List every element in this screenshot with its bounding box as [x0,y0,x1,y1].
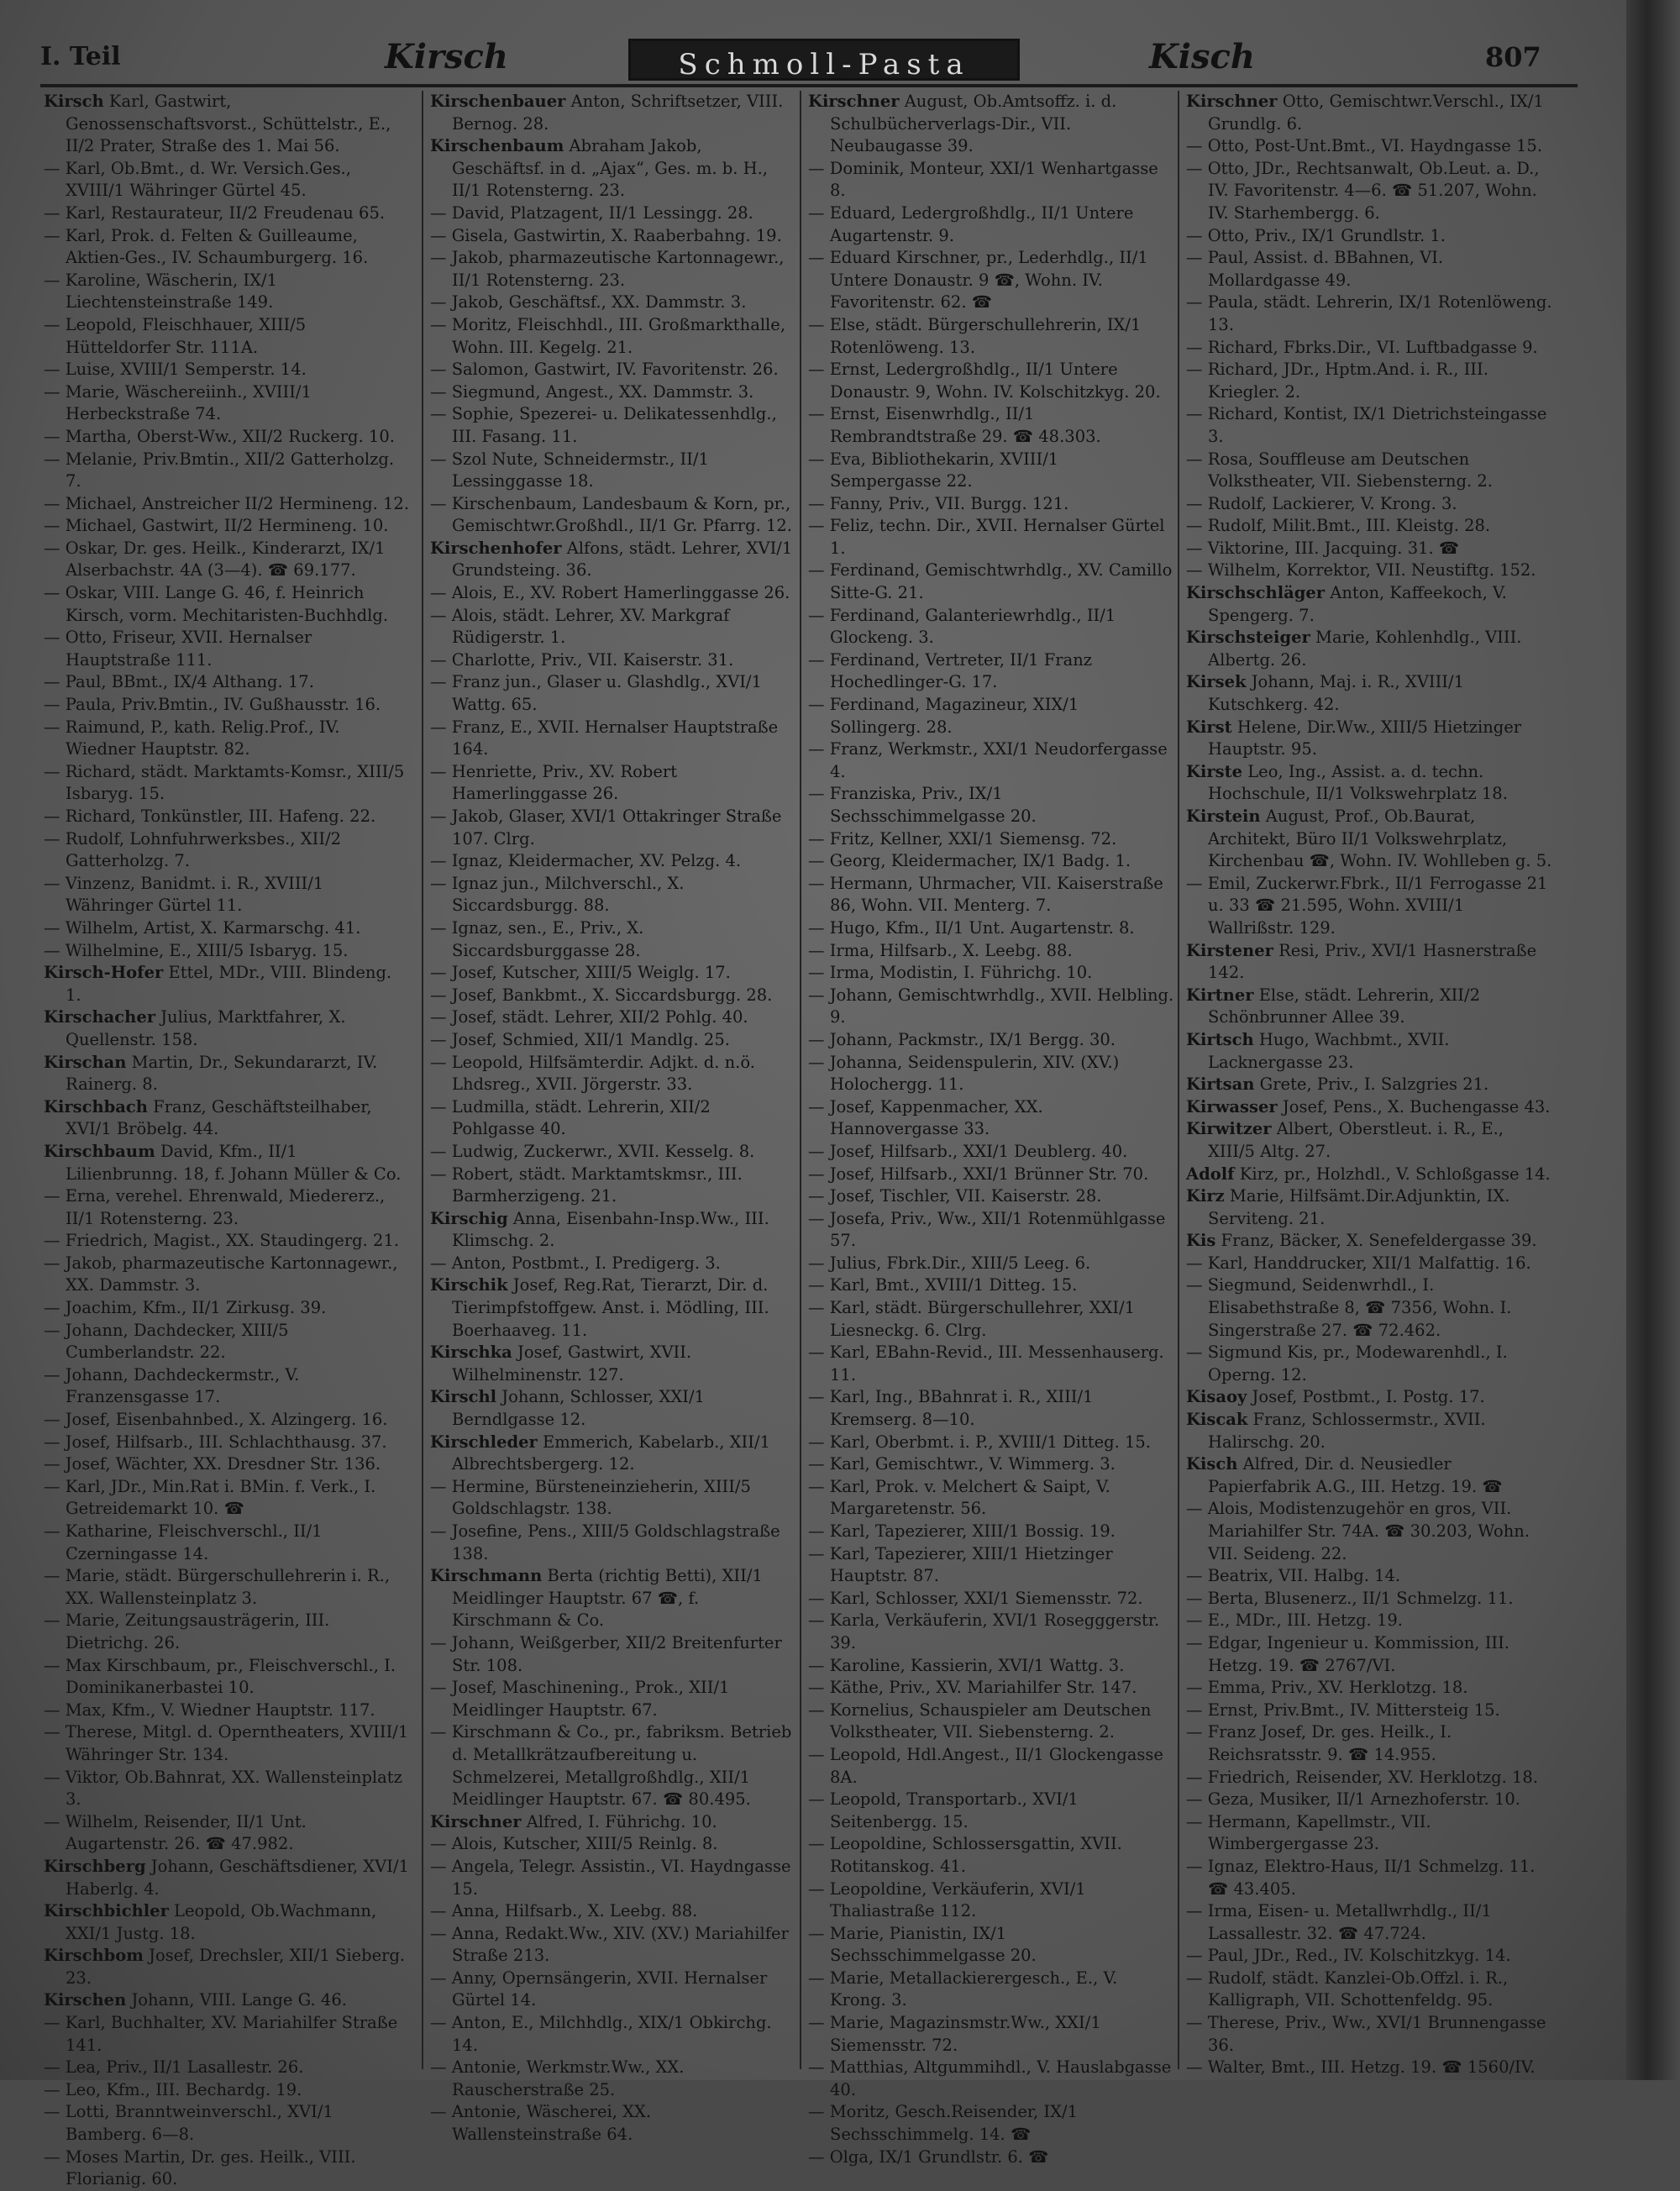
directory-entry: — Karl, Gemischtwr., V. Wimmerg. 3. [808,1454,1116,1474]
directory-entry: — Richard, JDr., Hptm.And. i. R., III. Kriegler. 2. [1186,360,1488,402]
directory-entry: — Karoline, Wäscherin, IX/1 Liechtensteinstraße 149. [44,270,277,313]
directory-entry: — Josef, Tischler, VII. Kaiserstr. 28. [808,1186,1102,1206]
directory-entry: — Charlotte, Priv., VII. Kaiserstr. 31. [430,649,734,670]
directory-entry: Kirschsteiger Marie, Kohlenhdlg., VIII. Albertg. 26. [1186,628,1522,670]
header-advertisement-banner: Schmoll-Pasta [628,39,1020,81]
directory-entry: — Ignaz, Kleidermacher, XV. Pelzg. 4. [430,851,742,871]
directory-entry: — Wilhelm, Artist, X. Karmarschg. 41. [44,917,361,938]
directory-entry: Kirschner Otto, Gemischtwr.Verschl., IX/1 Grundlg. 6. [1186,92,1544,134]
directory-entry: — Siegmund, Seidenwrhdl., I. Elisabethstraße 8, ☎ 7356, Wohn. I. Singerstraße 27. ☎ 72.462. [1186,1275,1512,1340]
directory-entry: — Siegmund, Angest., XX. Dammstr. 3. [430,381,754,402]
directory-entry: — Karla, Verkäuferin, XVI/1 Rosegggerstr. 39. [808,1610,1160,1652]
directory-entry: Kirschner August, Ob.Amtsoffz. i. d. Schulbücherverlags-Dir., VII. Neubaugasse 39. [808,92,1117,156]
directory-entry: Kirschig Anna, Eisenbahn-Insp.Ww., III. Klimschg. 2. [430,1208,769,1251]
directory-entry: — Johann, Dachdeckermstr., V. Franzensgasse 17. [44,1364,300,1407]
directory-entry: Kirschl Johann, Schlosser, XXI/1 Berndlgasse 12. [430,1387,705,1430]
column-2 [422,91,796,2145]
directory-entry: — Wilhelmine, E., XIII/5 Isbaryg. 15. [44,940,349,960]
directory-entry: — Kirschenbaum, Landesbaum & Korn, pr., Gemischtwr.Großhdl., II/1 Gr. Pfarrg. 12. [430,493,793,536]
directory-entry: — Irma, Eisen- u. Metallwrhdlg., II/1 Lassallestr. 32. ☎ 47.724. [1186,1901,1492,1943]
directory-entry: — Käthe, Priv., XV. Mariahilfer Str. 147. [808,1678,1137,1698]
directory-entry: — Karl, Ob.Bmt., d. Wr. Versich.Ges., XVIII/1 Währinger Gürtel 45. [44,158,351,201]
directory-entry: — Ignaz jun., Milchverschl., X. Siccardsburgg. 88. [430,873,685,916]
directory-entry: — Richard, Fbrks.Dir., VI. Luftbadgasse 9. [1186,337,1538,357]
directory-entry: — Johanna, Seidenspulerin, XIV. (XV.) Holochergg. 11. [808,1052,1120,1095]
directory-entry: — Anny, Opernsängerin, XVII. Hernalser Gürtel 14. [430,1968,768,2010]
directory-entry: — Josef, Kutscher, XIII/5 Weiglg. 17. [430,963,731,983]
directory-entry: — Ernst, Priv.Bmt., IV. Mittersteig 15. [1186,1700,1500,1720]
directory-entry: Kirschbichler Leopold, Ob.Wachmann, XXI/1 Justg. 18. [44,1901,377,1943]
directory-entry: Kirsch-Hofer Ettel, MDr., VIII. Blindeng. 1. [44,963,392,1005]
directory-entry: — Josefa, Priv., Ww., XII/1 Rotenmühlgasse 57. [808,1208,1166,1251]
directory-entry: — Berta, Blusenerz., II/1 Schmelzg. 11. [1186,1588,1514,1608]
directory-entry: — Josef, Schmied, XII/1 Mandlg. 25. [430,1029,730,1049]
directory-entry: — Matthias, Altgummihdl., V. Hauslabgasse 40. [808,2057,1172,2099]
directory-entry: Kirstein August, Prof., Ob.Baurat, Architekt, Büro II/1 Volkswehrplatz, Kirchenbau ☎, Wohn. IV. Wohlleben g. 5. [1186,807,1552,871]
directory-entry: — Franz jun., Glaser u. Glashdlg., XVI/1 Wattg. 65. [430,672,762,715]
directory-entry: — Richard, Tonkünstler, III. Hafeng. 22. [44,807,376,826]
directory-entry: — Gisela, Gastwirtin, X. Raaberbahng. 19. [430,225,782,245]
directory-entry: — Joachim, Kfm., II/1 Zirkusg. 39. [44,1298,327,1318]
directory-entry: — Irma, Modistin, I. Führichg. 10. [808,963,1093,983]
directory-entry: — Josef, Hilfsarb., XXI/1 Brünner Str. 70. [808,1164,1149,1184]
directory-entry: — Paul, BBmt., IX/4 Althang. 17. [44,672,314,692]
directory-entry: — Geza, Musiker, II/1 Arnezhoferstr. 10. [1186,1789,1520,1810]
directory-entry: Kirschner Alfred, I. Führichg. 10. [430,1811,717,1831]
directory-entry: — Franziska, Priv., IX/1 Sechsschimmelgasse 20. [808,784,1037,826]
page-header [40,34,1578,81]
directory-entry: — Ferdinand, Vertreter, II/1 Franz Hochedlinger-G. 17. [808,649,1093,692]
directory-entry: — Emma, Priv., XV. Herklotzg. 18. [1186,1678,1468,1698]
directory-entry: — Eduard Kirschner, pr., Lederhdlg., II/1 Untere Donaustr. 9 ☎, Wohn. IV. Favoritenstr. 62. ☎ [808,248,1148,313]
header-rule [40,84,1578,87]
directory-entry: — Karl, Restaurateur, II/2 Freudenau 65. [44,202,386,223]
directory-entry: Kirz Marie, Hilfsämt.Dir.Adjunktin, IX. Serviteng. 21. [1186,1186,1510,1228]
directory-entry: Kirschka Josef, Gastwirt, XVII. Wilhelminenstr. 127. [430,1342,692,1384]
directory-entry: — Oskar, Dr. ges. Heilk., Kinderarzt, IX/1 Alserbachstr. 4A (3—4). ☎ 69.177. [44,538,386,581]
directory-entry: — Max, Kfm., V. Wiedner Hauptstr. 117. [44,1700,375,1720]
directory-entry: — Fanny, Priv., VII. Burgg. 121. [808,493,1069,513]
directory-entry: — Otto, Post-Unt.Bmt., VI. Haydngasse 15. [1186,136,1543,156]
directory-entry: Kirschberg Johann, Geschäftsdiener, XVI/1 Haberlg. 4. [44,1856,409,1899]
directory-entry: — Vinzenz, Banidmt. i. R., XVIII/1 Währinger Gürtel 11. [44,873,324,916]
directory-entry: — Viktor, Ob.Bahnrat, XX. Wallensteinplatz 3. [44,1767,402,1810]
directory-entry: Kirschmann Berta (richtig Betti), XII/1 Meidlinger Hauptstr. 67 ☎, f. Kirschmann & Co. [430,1566,763,1631]
directory-entry: — Leopold, Transportarb., XVI/1 Seitenbergg. 15. [808,1789,1079,1831]
directory-entry: — Marie, Magazinsmstr.Ww., XXI/1 Siemensstr. 72. [808,2013,1101,2055]
directory-entry: — Henriette, Priv., XV. Robert Hamerlinggasse 26. [430,761,678,804]
directory-entry: — Ernst, Ledergroßhdlg., II/1 Untere Donaustr. 9, Wohn. IV. Kolschitzkyg. 20. [808,360,1161,402]
directory-entry: — Erna, verehel. Ehrenwald, Miedererz., II/1 Rotensterng. 23. [44,1186,386,1228]
directory-entry: Kisaoy Josef, Postbmt., I. Postg. 17. [1186,1387,1485,1407]
directory-entry: — David, Platzagent, II/1 Lessingg. 28. [430,202,753,223]
directory-entry: — Franz, Werkmstr., XXI/1 Neudorfergasse 4. [808,739,1168,781]
directory-entry: — Rudolf, städt. Kanzlei-Ob.Offzl. i. R., Kalligraph, VII. Schottenfeldg. 95. [1186,1968,1509,2010]
directory-entry: — Karl, Prok. v. Melchert & Saipt, V. Margaretenstr. 56. [808,1476,1110,1519]
directory-entry: — Michael, Anstreicher II/2 Hermineng. 12. [44,493,410,513]
directory-entry: — Alois, städt. Lehrer, XV. Markgraf Rüdigerstr. 1. [430,605,730,648]
directory-entry: Kirschik Josef, Reg.Rat, Tierarzt, Dir. d. Tierimpfstoffgew. Anst. i. Mödling, III. Boerhaaveg. 11. [430,1275,769,1340]
directory-entry: — Jakob, Geschäftsf., XX. Dammstr. 3. [430,292,747,313]
directory-entry: — Anton, Postbmt., I. Predigerg. 3. [430,1253,721,1273]
directory-entry: Kirschenhofer Alfons, städt. Lehrer, XVI/1 Grundsteing. 36. [430,538,793,581]
directory-entry: Kirschacher Julius, Marktfahrer, X. Quellenstr. 158. [44,1007,346,1049]
directory-entry: — Josef, Hilfsarb., III. Schlachthausg. 37. [44,1432,387,1452]
directory-entry: Kirschschläger Anton, Kaffeekoch, V. Spengerg. 7. [1186,583,1507,625]
directory-entry: — Otto, Priv., IX/1 Grundlstr. 1. [1186,225,1446,245]
directory-entry: — Leo, Kfm., III. Bechardg. 19. [44,2079,302,2099]
directory-entry: — Wilhelm, Reisender, II/1 Unt. Augartenstr. 26. ☎ 47.982. [44,1811,307,1854]
header-right-keyword: Kisch [1149,37,1255,76]
directory-entry: — Ludwig, Zuckerwr., XVII. Kesselg. 8. [430,1141,755,1161]
directory-entry: — Beatrix, VII. Halbg. 14. [1186,1566,1401,1586]
directory-entry: — Karl, Ing., BBahnrat i. R., XIII/1 Kremserg. 8—10. [808,1387,1094,1430]
directory-entry: — E., MDr., III. Hetzg. 19. [1186,1610,1403,1631]
directory-entry: — Karl, EBahn-Revid., III. Messenhauserg. 11. [808,1342,1164,1384]
directory-entry: — Otto, Friseur, XVII. Hernalser Hauptstraße 111. [44,628,312,670]
directory-entry: — Karl, städt. Bürgerschullehrer, XXI/1 Liesneckg. 6. Clrg. [808,1298,1136,1340]
directory-entry: — Therese, Priv., Ww., XVI/1 Brunnengasse 36. [1186,2013,1546,2055]
directory-entry: — Karl, Tapezierer, XIII/1 Bossig. 19. [808,1521,1116,1541]
directory-entry: — Antonie, Wäscherei, XX. Wallensteinstraße 64. [430,2102,652,2145]
directory-entry: Adolf Kirz, pr., Holzhdl., V. Schloßgasse 14. [1186,1164,1551,1184]
directory-entry: — Karoline, Kassierin, XVI/1 Wattg. 3. [808,1655,1125,1675]
directory-entry: — Luise, XVIII/1 Semperstr. 14. [44,360,307,380]
directory-entry: — Antonie, Werkmstr.Ww., XX. Rauscherstraße 25. [430,2057,685,2099]
directory-entry: — Marie, Zeitungsausträgerin, III. Dietrichg. 26. [44,1610,330,1652]
directory-entry: — Hermine, Bürsteneinzieherin, XIII/5 Goldschlagstr. 138. [430,1476,751,1519]
directory-entry: — Johann, Packmstr., IX/1 Bergg. 30. [808,1029,1116,1049]
directory-entry: — Sophie, Spezerei- u. Delikatessenhdlg., III. Fasang. 11. [430,404,777,446]
directory-entry: — Josef, Maschinening., Prok., XII/1 Meidlinger Hauptstr. 67. [430,1678,730,1720]
directory-entry: Kirschleder Emmerich, Kabelarb., XII/1 Albrechtsbergerg. 12. [430,1432,770,1474]
directory-entry: — Karl, Handdrucker, XII/1 Malfattig. 16. [1186,1253,1531,1273]
directory-entry: — Josef, Eisenbahnbed., X. Alzingerg. 16. [44,1410,388,1430]
directory-entry: — Jakob, pharmazeutische Kartonnagewr., XX. Dammstr. 3. [44,1253,398,1295]
directory-entry: — Karl, JDr., Min.Rat i. BMin. f. Verk., I. Getreidemarkt 10. ☎ [44,1476,376,1519]
directory-entry: — Georg, Kleidermacher, IX/1 Badg. 1. [808,851,1131,871]
directory-entry: — Johann, Dachdecker, XIII/5 Cumberlandstr. 22. [44,1320,289,1363]
directory-entry: — Rudolf, Lohnfuhrwerksbes., XII/2 Gatterholzg. 7. [44,828,342,871]
directory-entry: — Friedrich, Reisender, XV. Herklotzg. 18. [1186,1767,1539,1787]
directory-entry: — Hugo, Kfm., II/1 Unt. Augartenstr. 8. [808,917,1135,938]
directory-entry: — Karl, Schlosser, XXI/1 Siemensstr. 72. [808,1588,1143,1608]
directory-entry: — Szol Nute, Schneidermstr., II/1 Lessinggasse 18. [430,449,709,491]
directory-entry: Kirste Leo, Ing., Assist. a. d. techn. Hochschule, II/1 Volkswehrplatz 18. [1186,761,1508,804]
directory-entry: — Josef, Wächter, XX. Dresdner Str. 136. [44,1454,381,1474]
directory-entry: — Johann, Gemischtwrhdlg., XVII. Helbling. 9. [808,985,1174,1027]
directory-columns [44,91,1581,2189]
directory-entry: Kirsek Johann, Maj. i. R., XVIII/1 Kutschkerg. 42. [1186,672,1464,715]
directory-entry: — Max Kirschbaum, pr., Fleischverschl., I. Dominikanerbastei 10. [44,1655,396,1698]
directory-entry: — Johann, Weißgerber, XII/2 Breitenfurter Str. 108. [430,1632,782,1675]
directory-entry: — Robert, städt. Marktamtskmsr., III. Barmherzigeng. 21. [430,1164,743,1206]
directory-entry: — Ludmilla, städt. Lehrerin, XII/2 Pohlgasse 40. [430,1096,711,1139]
directory-entry: — Marie, Pianistin, IX/1 Sechsschimmelgasse 20. [808,1923,1037,1966]
directory-entry: — Julius, Fbrk.Dir., XIII/5 Leeg. 6. [808,1253,1091,1273]
directory-entry: — Irma, Hilfsarb., X. Leebg. 88. [808,940,1073,960]
column-4 [1178,91,1552,2078]
directory-entry: — Viktorine, III. Jacquing. 31. ☎ [1186,538,1460,558]
directory-entry: Kirschbom Josef, Drechsler, XII/1 Sieberg. 23. [44,1946,406,1988]
directory-entry: — Melanie, Priv.Bmtin., XII/2 Gatterholzg. 7. [44,449,395,491]
directory-entry: Kirstener Resi, Priv., XVI/1 Hasnerstraße 142. [1186,940,1537,983]
directory-entry: Kirschenbaum Abraham Jakob, Geschäftsf. in d. „Ajax“, Ges. m. b. H., II/1 Rotensterng. 23. [430,136,768,201]
directory-entry: — Ferdinand, Gemischtwrhdlg., XV. Camillo Sitte-G. 21. [808,560,1173,603]
directory-entry: — Friedrich, Magist., XX. Staudingerg. 21. [44,1231,400,1251]
directory-entry: — Franz Josef, Dr. ges. Heilk., I. Reichsratsstr. 9. ☎ 14.955. [1186,1722,1452,1764]
page-number: 807 [1485,41,1541,73]
directory-entry: Kirschenbauer Anton, Schriftsetzer, VIII. Bernog. 28. [430,92,784,134]
directory-entry: — Kirschmann & Co., pr., fabriksm. Betrieb d. Metallkrätzaufbereitung u. Schmelzerei, Metallgroßhdlg., XII/1 Meidlinger Hauptstr. 67. ☎ 80.495. [430,1722,792,1810]
directory-entry: — Angela, Telegr. Assistin., VI. Haydngasse 15. [430,1856,791,1899]
directory-entry: Kisch Alfred, Dir. d. Neusiedler Papierfabrik A.G., III. Hetzg. 19. ☎ [1186,1454,1503,1496]
directory-entry: — Sigmund Kis, pr., Modewarenhdl., I. Operng. 12. [1186,1342,1508,1384]
book-gutter-shadow [1626,0,1680,2080]
directory-entry: Kirtsch Hugo, Wachbmt., XVII. Lacknergasse 23. [1186,1029,1450,1072]
directory-entry: — Rudolf, Lackierer, V. Krong. 3. [1186,493,1457,513]
directory-entry: — Salomon, Gastwirt, IV. Favoritenstr. 26. [430,360,779,380]
directory-entry: — Josef, Kappenmacher, XX. Hannovergasse 33. [808,1096,1043,1139]
directory-entry: — Richard, Kontist, IX/1 Dietrichsteingasse 3. [1186,404,1547,446]
directory-entry: — Anna, Hilfsarb., X. Leebg. 88. [430,1901,698,1921]
directory-entry: — Lotti, Branntweinverschl., XVI/1 Bamberg. 6—8. [44,2102,333,2145]
directory-entry: — Edgar, Ingenieur u. Kommission, III. Hetzg. 19. ☎ 2767/VI. [1186,1632,1510,1675]
directory-entry: — Paula, städt. Lehrerin, IX/1 Rotenlöweng. 13. [1186,292,1552,334]
directory-entry: — Oskar, VIII. Lange G. 46, f. Heinrich Kirsch, vorm. Mechitaristen-Buchhdlg. [44,583,389,625]
directory-entry: — Fritz, Kellner, XXI/1 Siemensg. 72. [808,828,1117,849]
directory-entry: — Ferdinand, Magazineur, XIX/1 Sollingerg. 28. [808,695,1079,737]
directory-entry: — Wilhelm, Korrektor, VII. Neustiftg. 152. [1186,560,1536,581]
directory-entry: Kiscak Franz, Schlossermstr., XVII. Halirschg. 20. [1186,1410,1486,1452]
directory-entry: — Rudolf, Milit.Bmt., III. Kleistg. 28. [1186,516,1491,536]
directory-entry: — Eduard, Ledergroßhdlg., II/1 Untere Augartenstr. 9. [808,202,1134,245]
directory-entry: — Katharine, Fleischverschl., II/1 Czerningasse 14. [44,1521,323,1563]
part-label: I. Teil [40,42,121,71]
directory-entry: — Moritz, Gesch.Reisender, IX/1 Sechsschimmelg. 14. ☎ [808,2102,1078,2145]
directory-entry: — Josef, Hilfsarb., XXI/1 Deublerg. 40. [808,1141,1128,1161]
directory-entry: — Walter, Bmt., III. Hetzg. 19. ☎ 1560/IV. [1186,2057,1536,2078]
directory-entry: Kirst Helene, Dir.Ww., XIII/5 Hietzinger Hauptstr. 95. [1186,717,1522,759]
directory-entry: Kirtsan Grete, Priv., I. Salzgries 21. [1186,1074,1489,1095]
directory-entry: Kirwasser Josef, Pens., X. Buchengasse 43. [1186,1096,1551,1117]
directory-entry: — Alois, Kutscher, XIII/5 Reinlg. 8. [430,1834,718,1854]
directory-entry: — Hermann, Kapellmstr., VII. Wimbergergasse 23. [1186,1811,1431,1854]
directory-entry: — Leopold, Hilfsämterdir. Adjkt. d. n.ö. Lhdsreg., XVII. Jörgerstr. 33. [430,1052,755,1095]
directory-entry: — Michael, Gastwirt, II/2 Hermineng. 10. [44,516,389,536]
directory-entry: — Hermann, Uhrmacher, VII. Kaiserstraße 86, Wohn. VII. Menterg. 7. [808,873,1163,916]
directory-entry: — Rosa, Souffleuse am Deutschen Volkstheater, VII. Siebensterng. 2. [1186,449,1493,491]
directory-entry: — Emil, Zuckerwr.Fbrk., II/1 Ferrogasse 21 u. 33 ☎ 21.595, Wohn. XVIII/1 Wallrißstr. 129. [1186,873,1548,938]
directory-entry: — Feliz, techn. Dir., XVII. Hernalser Gürtel 1. [808,516,1165,558]
directory-entry: — Moses Martin, Dr. ges. Heilk., VIII. Florianig. 60. [44,2146,356,2189]
directory-entry: — Paula, Priv.Bmtin., IV. Gußhausstr. 16. [44,695,381,715]
directory-entry: — Moritz, Fleischhdl., III. Großmarkthalle, Wohn. III. Kegelg. 21. [430,314,786,357]
directory-entry: — Therese, Mitgl. d. Operntheaters, XVIII/1 Währinger Str. 134. [44,1722,409,1764]
directory-entry: — Josefine, Pens., XIII/5 Goldschlagstraße 138. [430,1521,780,1563]
directory-entry: Kirschan Martin, Dr., Sekundararzt, IV. Rainerg. 8. [44,1052,378,1095]
directory-entry: — Raimund, P., kath. Relig.Prof., IV. Wiedner Hauptstr. 82. [44,717,340,759]
directory-entry: — Franz, E., XVII. Hernalser Hauptstraße 164. [430,717,779,759]
directory-entry: — Josef, Bankbmt., X. Siccardsburgg. 28. [430,985,773,1005]
directory-entry: — Marie, Wäschereiinh., XVIII/1 Herbeckstraße 74. [44,381,312,424]
directory-entry: — Else, städt. Bürgerschullehrerin, IX/1 Rotenlöweng. 13. [808,314,1142,357]
directory-entry: — Alois, E., XV. Robert Hamerlinggasse 26. [430,583,790,603]
directory-entry: — Josef, städt. Lehrer, XII/2 Pohlg. 40. [430,1007,748,1027]
directory-entry: — Eva, Bibliothekarin, XVIII/1 Sempergasse 22. [808,449,1059,491]
directory-entry: — Alois, Modistenzugehör en gros, VII. Mariahilfer Str. 74A. ☎ 30.203, Wohn. VII. Seideng. 22. [1186,1499,1530,1563]
directory-entry: — Martha, Oberst-Ww., XII/2 Ruckerg. 10. [44,426,395,446]
directory-entry: — Jakob, pharmazeutische Kartonnagewr., II/1 Rotensterng. 23. [430,248,785,290]
header-left-keyword: Kirsch [385,37,508,76]
directory-entry: — Paul, Assist. d. BBahnen, VI. Mollardgasse 49. [1186,248,1444,290]
directory-entry: Kirwitzer Albert, Oberstleut. i. R., E., XIII/5 Altg. 27. [1186,1119,1504,1161]
directory-entry: Kirschbach Franz, Geschäftsteilhaber, XVI/1 Bröbelg. 44. [44,1096,372,1139]
directory-entry: — Ignaz, Elektro-Haus, II/1 Schmelzg. 11. ☎ 43.405. [1186,1856,1536,1899]
directory-entry: — Marie, städt. Bürgerschullehrerin i. R., XX. Wallensteinplatz 3. [44,1566,391,1608]
directory-entry: — Anna, Redakt.Ww., XIV. (XV.) Mariahilfer Straße 213. [430,1923,789,1966]
directory-entry: — Paul, JDr., Red., IV. Kolschitzkyg. 14. [1186,1946,1511,1966]
directory-entry: — Ernst, Eisenwrhdlg., II/1 Rembrandtstraße 29. ☎ 48.303. [808,404,1101,446]
directory-entry: — Leopoldine, Verkäuferin, XVI/1 Thaliastraße 112. [808,1878,1086,1921]
directory-entry: Kirsch Karl, Gastwirt, Genossenschaftsvorst., Schüttelstr., E., II/2 Prater, Straße des 1. Mai 56. [44,92,391,156]
directory-entry: — Jakob, Glaser, XVI/1 Ottakringer Straße 107. Clrg. [430,807,782,849]
directory-entry: Kis Franz, Bäcker, X. Senefeldergasse 39. [1186,1231,1537,1251]
directory-entry: — Kornelius, Schauspieler am Deutschen Volkstheater, VII. Siebensterng. 2. [808,1700,1152,1742]
directory-entry: — Karl, Tapezierer, XIII/1 Hietzinger Hauptstr. 87. [808,1543,1113,1586]
directory-entry: — Leopold, Fleischhauer, XIII/5 Hütteldorfer Str. 111A. [44,314,307,357]
directory-entry: Kirtner Else, städt. Lehrerin, XII/2 Schönbrunner Allee 39. [1186,985,1480,1027]
directory-entry: — Ignaz, sen., E., Priv., X. Siccardsburggasse 28. [430,917,644,960]
directory-entry: Kirschbaum David, Kfm., II/1 Lilienbrunng. 18, f. Johann Müller & Co. [44,1141,402,1184]
directory-entry: — Otto, JDr., Rechtsanwalt, Ob.Leut. a. D., IV. Favoritenstr. 4—6. ☎ 51.207, Wohn. IV. Starhembergg. 6. [1186,158,1540,223]
directory-entry: — Olga, IX/1 Grundlstr. 6. ☎ [808,2146,1049,2167]
directory-entry: — Marie, Metallackierergesch., E., V. Krong. 3. [808,1968,1118,2010]
directory-entry: — Karl, Oberbmt. i. P., XVIII/1 Ditteg. 15. [808,1432,1152,1452]
directory-entry: — Karl, Bmt., XVIII/1 Ditteg. 15. [808,1275,1078,1295]
directory-entry: — Dominik, Monteur, XXI/1 Wenhartgasse 8. [808,158,1158,201]
directory-entry: — Karl, Buchhalter, XV. Mariahilfer Straße 141. [44,2013,398,2055]
directory-entry: — Leopold, Hdl.Angest., II/1 Glockengasse 8A. [808,1744,1163,1787]
column-3 [800,91,1174,2167]
column-1 [44,91,410,2189]
directory-entry: — Ferdinand, Galanteriewrhdlg., II/1 Glockeng. 3. [808,605,1116,648]
directory-entry: — Lea, Priv., II/1 Lasallestr. 26. [44,2057,304,2078]
directory-entry: Kirschen Johann, VIII. Lange G. 46. [44,1990,347,2010]
directory-entry: — Leopoldine, Schlossersgattin, XVII. Rotitanskog. 41. [808,1834,1122,1876]
directory-entry: — Anton, E., Milchhdlg., XIX/1 Obkirchg. 14. [430,2013,772,2055]
directory-entry: — Karl, Prok. d. Felten & Guilleaume, Aktien-Ges., IV. Schaumburgerg. 16. [44,225,369,268]
directory-entry: — Richard, städt. Marktamts-Komsr., XIII/5 Isbaryg. 15. [44,761,405,804]
